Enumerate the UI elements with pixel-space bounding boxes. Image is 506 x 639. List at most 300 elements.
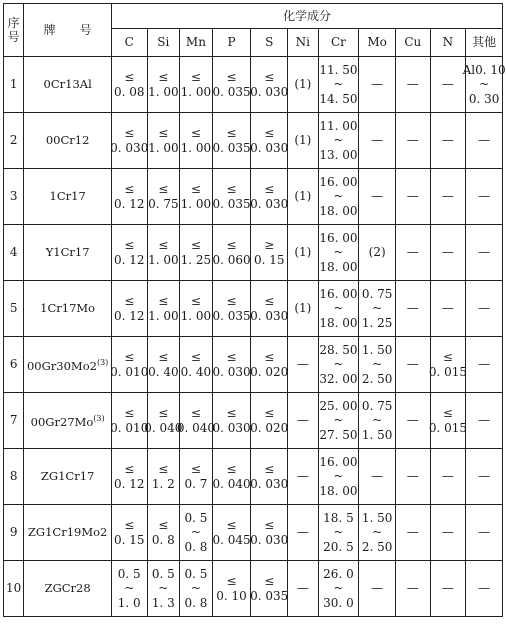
cell-value: 28. 50 [319,342,358,357]
composition-cell [288,393,319,449]
cell-value: ≤ [442,350,453,364]
cell-value: 0. 15 [113,532,145,547]
composition-cell [288,337,319,393]
cell-value: ≤ [190,462,201,476]
cell-value: 0. 030 [250,476,289,491]
grade-name: ZGCr28 [44,581,91,595]
composition-cell [147,113,180,169]
composition-cell [251,449,288,505]
cell-value: ≤ [124,238,135,252]
composition-cell [395,449,430,505]
composition-cell [318,169,359,225]
row-grade [24,281,112,337]
cell-value: (1) [294,77,312,92]
cell-value: 1. 50 [361,510,393,525]
cell-value: — [406,357,419,372]
cell-value: ≤ [226,462,237,476]
cell-value: 13. 00 [319,147,358,162]
composition-cell [111,169,147,225]
element-column-header: Mn [180,29,213,57]
cell-value: ≤ [158,294,169,308]
cell-value: — [296,581,309,596]
composition-cell [288,281,319,337]
cell-value: 16. 00 [319,454,358,469]
cell-value: ≤ [124,518,135,532]
composition-cell [251,281,288,337]
chemical-composition-table [3,3,506,617]
cell-value: 1. 00 [180,140,212,155]
composition-cell [288,57,319,113]
cell-value: 0. 75 [361,398,393,413]
composition-cell [251,505,288,561]
composition-cell [288,505,319,561]
cell-value: ~ [333,357,344,372]
composition-cell [430,449,466,505]
grade-name: 1Cr17 [49,189,86,203]
cell-value: 1. 00 [148,140,179,155]
cell-value: ≤ [226,294,237,308]
grade-name: 00Cr12 [45,133,90,147]
cell-value: 1. 00 [148,252,179,267]
composition-cell [359,505,396,561]
cell-value: 16. 00 [319,230,358,245]
cell-value: 0. 010 [110,420,149,435]
grade-name: 0Cr13Al [43,77,92,91]
cell-value: ~ [372,357,383,372]
element-column-header: 其他 [466,29,503,57]
composition-cell [318,561,359,617]
cell-value: 0. 12 [113,196,145,211]
cell-value: 25. 00 [319,398,358,413]
composition-cell [359,337,396,393]
cell-value: 0. 5 [117,566,141,581]
cell-value: — [371,469,384,484]
composition-cell [251,57,288,113]
seq-header [4,4,24,57]
header-row-group [4,4,503,29]
cell-value: ≤ [226,70,237,84]
cell-value: 11. 00 [319,118,358,133]
cell-value: 18. 00 [319,259,358,274]
grade-name: 00Gr30Mo2 [26,358,97,373]
element-column-header: Cr [318,29,359,57]
cell-value: — [296,357,309,372]
cell-value: ≤ [158,238,169,252]
composition-cell [180,225,213,281]
cell-value: — [296,525,309,540]
composition-cell [111,505,147,561]
cell-value: — [441,301,454,316]
cell-value: — [478,413,491,428]
cell-value: ≤ [124,182,135,196]
table-row [4,225,503,281]
cell-value: 18. 5 [323,510,354,525]
row-seq: 9 [4,505,24,561]
composition-cell [180,337,213,393]
composition-cell [212,337,251,393]
cell-value: — [296,469,309,484]
composition-cell [430,393,466,449]
cell-value: ≤ [226,238,237,252]
table-row [4,57,503,113]
row-seq: 3 [4,169,24,225]
cell-value: ≤ [264,182,275,196]
composition-cell [318,57,359,113]
cell-value: 26. 0 [323,566,354,581]
composition-cell [318,449,359,505]
cell-value: (1) [294,245,312,260]
composition-cell [176,393,215,449]
composition-cell [318,393,359,449]
composition-cell [395,225,430,281]
row-grade [24,113,112,169]
cell-value: ~ [190,581,201,596]
cell-value: ≤ [158,350,169,364]
composition-cell [147,281,180,337]
cell-value: 0. 040 [176,420,215,435]
composition-cell [251,393,288,449]
cell-value: ≤ [226,574,237,588]
composition-cell [466,169,503,225]
cell-value: ~ [333,133,344,148]
composition-cell [395,505,430,561]
cell-value: ≤ [124,406,135,420]
composition-cell [318,337,359,393]
composition-cell [111,393,147,449]
cell-value: 0. 75 [148,196,179,211]
cell-value: Al0. 10 [462,62,506,77]
cell-value: 0. 7 [184,476,208,491]
composition-cell [147,169,180,225]
composition-cell [144,393,183,449]
cell-value: 1. 3 [151,595,175,610]
composition-cell [359,225,396,281]
cell-value: ≤ [158,70,169,84]
composition-cell [318,225,359,281]
cell-value: (2) [368,245,386,260]
composition-cell [318,113,359,169]
grade-name: 00Gr27Mo [30,414,94,429]
cell-value: 0. 15 [253,252,285,267]
cell-value: ≤ [264,574,275,588]
composition-cell [430,113,466,169]
cell-value: ≤ [124,126,135,140]
element-column-header: Cu [395,29,430,57]
element-column-header: Mo [359,29,396,57]
cell-value: 1. 50 [361,427,393,442]
composition-cell [111,449,147,505]
cell-value: 0. 5 [151,566,175,581]
cell-value: ~ [333,581,344,596]
composition-group-header: 化学成分 [111,4,502,29]
composition-cell [430,561,466,617]
grade-header: 牌 号 [24,4,112,57]
composition-cell [359,449,396,505]
cell-value: 0. 030 [250,308,289,323]
cell-value: 0. 015 [428,364,467,379]
cell-value: ~ [158,581,169,596]
cell-value: 0. 75 [361,286,393,301]
cell-value: — [441,133,454,148]
row-grade [24,505,112,561]
cell-value: ~ [124,581,135,596]
table-row [4,337,503,393]
cell-value: — [478,525,491,540]
cell-value: ≤ [226,182,237,196]
cell-value: ≤ [264,462,275,476]
composition-cell [212,393,251,449]
composition-cell [212,449,251,505]
cell-value: — [478,245,491,260]
composition-cell [288,169,319,225]
composition-cell [395,393,430,449]
composition-cell [111,561,147,617]
cell-value: ≤ [190,126,201,140]
row-grade [24,57,112,113]
composition-cell [466,337,503,393]
row-grade [24,561,112,617]
composition-cell [288,225,319,281]
cell-value: 0. 40 [180,364,212,379]
cell-value: 0. 035 [250,588,289,603]
cell-value: ≤ [226,350,237,364]
composition-cell [430,281,466,337]
composition-cell [147,57,180,113]
composition-cell [212,57,251,113]
table-row [4,169,503,225]
cell-value: 0. 035 [212,308,251,323]
composition-cell [251,561,288,617]
cell-value: 0. 060 [212,252,251,267]
cell-value: 0. 8 [184,539,208,554]
cell-value: — [406,301,419,316]
cell-value: 1. 00 [148,308,179,323]
cell-value: 2. 50 [361,539,393,554]
table-row [4,561,503,617]
cell-value: 16. 00 [319,174,358,189]
row-seq: 6 [4,337,24,393]
composition-cell [430,337,466,393]
cell-value: — [441,469,454,484]
cell-value: — [441,245,454,260]
cell-value: — [478,189,491,204]
cell-value: — [478,301,491,316]
cell-value: — [371,189,384,204]
element-column-header: N [430,29,466,57]
composition-cell [430,505,466,561]
row-grade [24,393,112,449]
grade-footnote: (3) [96,358,109,368]
composition-cell [430,57,466,113]
cell-value: 1. 50 [361,342,393,357]
composition-cell [318,281,359,337]
cell-value: — [406,133,419,148]
cell-value: ≤ [158,518,169,532]
cell-value: 18. 00 [319,315,358,330]
cell-value: 30. 0 [323,595,354,610]
composition-cell [180,449,213,505]
composition-cell [359,561,396,617]
cell-value: 0. 12 [113,476,145,491]
cell-value: 0. 030 [250,196,289,211]
composition-cell [180,281,213,337]
composition-cell [395,113,430,169]
cell-value: 1. 00 [180,308,212,323]
cell-value: ≤ [158,406,169,420]
cell-value: 0. 010 [110,364,149,379]
composition-cell [147,225,180,281]
cell-value: 0. 12 [113,308,145,323]
cell-value: ~ [333,301,344,316]
composition-cell [180,57,213,113]
cell-value: — [441,77,454,92]
cell-value: 0. 8 [151,532,175,547]
composition-cell [212,169,251,225]
composition-cell [180,505,213,561]
composition-cell [288,449,319,505]
element-column-header: Ni [288,29,319,57]
row-grade [24,225,112,281]
cell-value: 0. 035 [212,140,251,155]
cell-value: — [371,133,384,148]
cell-value: 0. 030 [212,420,251,435]
cell-value: 2. 50 [361,371,393,386]
cell-value: ≤ [158,182,169,196]
cell-value: ≤ [190,70,201,84]
row-seq: 1 [4,57,24,113]
cell-value: ≤ [124,70,135,84]
row-grade [24,449,112,505]
composition-cell [212,225,251,281]
cell-value: (1) [294,189,312,204]
cell-value: 1. 25 [180,252,212,267]
composition-cell [395,57,430,113]
cell-value: — [371,77,384,92]
cell-value: — [406,469,419,484]
composition-cell [359,281,396,337]
row-grade [24,337,112,393]
cell-value: ~ [333,413,344,428]
cell-value: — [406,581,419,596]
cell-value: 0. 030 [250,532,289,547]
cell-value: ≤ [226,518,237,532]
cell-value: 0. 040 [212,476,251,491]
cell-value: — [406,77,419,92]
composition-cell [212,561,251,617]
table-row [4,449,503,505]
cell-value: ≤ [190,294,201,308]
cell-value: — [371,581,384,596]
cell-value: 0. 030 [212,364,251,379]
cell-value: 1. 00 [180,196,212,211]
composition-cell [147,561,180,617]
cell-value: 18. 00 [319,203,358,218]
table-row [4,113,503,169]
cell-value: ~ [333,189,344,204]
cell-value: ≤ [190,350,201,364]
cell-value: 0. 5 [184,566,208,581]
cell-value: ≤ [264,518,275,532]
row-seq: 8 [4,449,24,505]
cell-value: 27. 50 [319,427,358,442]
cell-value: 0. 40 [148,364,179,379]
composition-cell [359,57,396,113]
cell-value: 1. 00 [148,84,179,99]
cell-value: ≤ [264,70,275,84]
cell-value: ~ [479,77,490,92]
cell-value: — [406,245,419,260]
cell-value: ≤ [264,406,275,420]
cell-value: 1. 0 [117,595,141,610]
composition-cell [462,57,506,113]
cell-value: ≤ [124,350,135,364]
cell-value: 11. 50 [319,62,358,77]
row-seq: 4 [4,225,24,281]
cell-value: 0. 030 [250,140,289,155]
cell-value: — [441,189,454,204]
composition-cell [111,337,147,393]
grade-footnote: (3) [93,414,105,424]
composition-cell [395,337,430,393]
cell-value: ≤ [158,126,169,140]
table-row [4,393,503,449]
cell-value: 14. 50 [319,91,358,106]
cell-value: 0. 020 [250,364,289,379]
cell-value: 20. 5 [323,539,354,554]
composition-cell [251,337,288,393]
cell-value: 1. 25 [361,315,393,330]
grade-name: 1Cr17Mo [40,301,96,315]
cell-value: ≤ [190,238,201,252]
element-column-header: S [251,29,288,57]
table-row [4,281,503,337]
table-row [4,505,503,561]
cell-value: 32. 00 [319,371,358,386]
composition-cell [147,505,180,561]
composition-cell [147,337,180,393]
composition-cell [395,169,430,225]
cell-value: ~ [333,245,344,260]
cell-value: ≤ [226,126,237,140]
cell-value: 1. 00 [180,84,212,99]
cell-value: ≤ [264,350,275,364]
cell-value: 0. 08 [113,84,145,99]
composition-cell [212,113,251,169]
composition-cell [251,169,288,225]
row-grade [24,169,112,225]
row-seq: 5 [4,281,24,337]
cell-value: ≤ [158,462,169,476]
composition-cell [212,505,251,561]
composition-cell [180,113,213,169]
cell-value: 0. 5 [184,510,208,525]
cell-value: 0. 035 [212,84,251,99]
composition-cell [111,281,147,337]
cell-value: ~ [333,77,344,92]
composition-cell [251,225,288,281]
composition-cell [288,113,319,169]
composition-cell [395,561,430,617]
cell-value: ≤ [190,406,201,420]
element-column-header: Si [147,29,180,57]
grade-name: Y1Cr17 [45,245,90,259]
cell-value: ~ [372,301,383,316]
cell-value: 0. 045 [212,532,251,547]
cell-value: — [406,525,419,540]
composition-cell [466,281,503,337]
cell-value: 0. 030 [250,84,289,99]
composition-cell [251,113,288,169]
